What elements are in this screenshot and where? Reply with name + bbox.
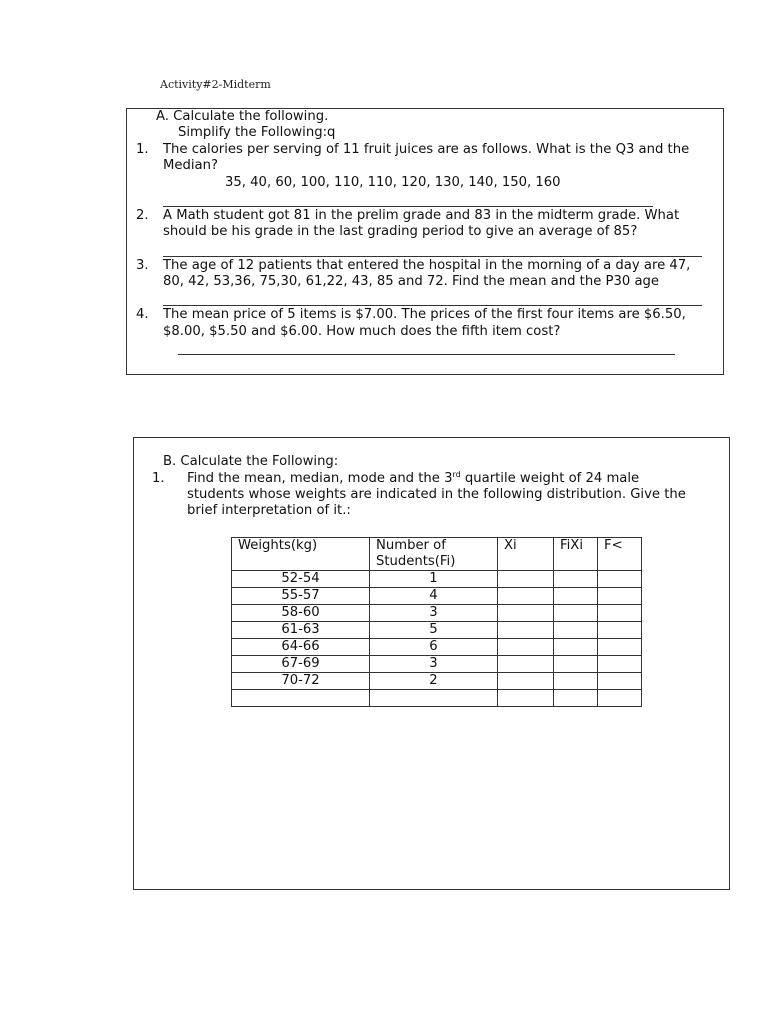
- question-3-number: 3.: [136, 258, 149, 273]
- table-cell: [498, 588, 554, 605]
- table-cell: 64-66: [232, 639, 370, 656]
- table-cell: [598, 656, 642, 673]
- question-2-text: A Math student got 81 in the prelim grade and 83 in the midterm grade. What: [163, 208, 680, 223]
- question-1-number: 1.: [136, 142, 149, 157]
- question-2-text-cont: should be his grade in the last grading period to give an average of 85?: [163, 224, 638, 239]
- table-cell: [498, 673, 554, 690]
- table-cell: 2: [370, 673, 498, 690]
- question-1-text: The calories per serving of 11 fruit juices are as follows. What is the Q3 and the: [163, 142, 690, 157]
- table-cell: 52-54: [232, 571, 370, 588]
- table-row: [232, 656, 642, 673]
- table-cell: [554, 656, 598, 673]
- question-3-text: The age of 12 patients that entered the hospital in the morning of a day are 47,: [163, 258, 691, 273]
- section-a-heading: A. Calculate the following.: [156, 109, 329, 124]
- section-a-subheading: Simplify the Following:q: [178, 125, 336, 140]
- section-b-question-text: Find the mean, median, mode and the 3rd quartile weight of 24 male: [187, 470, 640, 486]
- frequency-distribution-table: [231, 537, 642, 707]
- table-cell: [554, 588, 598, 605]
- answer-line-2: [163, 256, 702, 257]
- question-4-number: 4.: [136, 307, 149, 322]
- table-row: [232, 571, 642, 588]
- table-cell: [554, 622, 598, 639]
- table-cell: [598, 605, 642, 622]
- table-cell: [598, 690, 642, 707]
- table-blank-row: [232, 690, 642, 707]
- table-cell: [232, 690, 370, 707]
- table-cell: 1: [370, 571, 498, 588]
- header-cumulative-frequency: F<: [598, 538, 642, 571]
- header-weights: Weights(kg): [232, 538, 370, 571]
- table-cell: 61-63: [232, 622, 370, 639]
- section-b-box: [133, 437, 730, 890]
- table-cell: 70-72: [232, 673, 370, 690]
- table-cell: 67-69: [232, 656, 370, 673]
- table-row: [232, 673, 642, 690]
- question-2-number: 2.: [136, 208, 149, 223]
- table-cell: 3: [370, 656, 498, 673]
- section-a-box: [126, 108, 724, 375]
- table-cell: [554, 605, 598, 622]
- table-cell: [598, 639, 642, 656]
- table-cell: [554, 639, 598, 656]
- table-cell: 3: [370, 605, 498, 622]
- table-cell: 6: [370, 639, 498, 656]
- question-4-text: The mean price of 5 items is $7.00. The prices of the first four items are $6.50,: [163, 307, 686, 322]
- table-cell: [598, 622, 642, 639]
- table-cell: [498, 571, 554, 588]
- table-cell: [498, 639, 554, 656]
- table-cell: 4: [370, 588, 498, 605]
- section-b-question-text-cont2: brief interpretation of it.:: [187, 503, 351, 518]
- table-cell: [554, 690, 598, 707]
- table-cell: 55-57: [232, 588, 370, 605]
- table-cell: [554, 571, 598, 588]
- table-cell: [498, 656, 554, 673]
- table-cell: [498, 690, 554, 707]
- table-cell: 58-60: [232, 605, 370, 622]
- answer-line-1: [163, 206, 653, 207]
- table-row: [232, 622, 642, 639]
- table-cell: [598, 588, 642, 605]
- document-title: Activity#2-Midterm: [160, 78, 271, 91]
- table-cell: [598, 673, 642, 690]
- question-1-data: 35, 40, 60, 100, 110, 110, 120, 130, 140, 150, 160: [225, 175, 561, 190]
- table-cell: [370, 690, 498, 707]
- table-cell: 5: [370, 622, 498, 639]
- table-row: [232, 639, 642, 656]
- header-fixi: FiXi: [554, 538, 598, 571]
- table-row: [232, 588, 642, 605]
- header-xi: Xi: [498, 538, 554, 571]
- table-cell: [498, 622, 554, 639]
- table-cell: [554, 673, 598, 690]
- answer-line-3: [163, 305, 702, 306]
- question-4-text-cont: $8.00, $5.50 and $6.00. How much does the fifth item cost?: [163, 324, 561, 339]
- table-cell: [498, 605, 554, 622]
- table-cell: [598, 571, 642, 588]
- question-3-text-cont: 80, 42, 53,36, 75,30, 61,22, 43, 85 and 72. Find the mean and the P30 age: [163, 274, 660, 289]
- header-number-of-students: Number of Students(Fi): [370, 538, 498, 571]
- table-header-row: [232, 538, 642, 571]
- table-row: [232, 605, 642, 622]
- section-b-question-number: 1.: [152, 471, 165, 486]
- question-1-text-cont: Median?: [163, 158, 218, 173]
- answer-line-4: [178, 354, 675, 355]
- section-b-heading: B. Calculate the Following:: [163, 454, 339, 469]
- section-b-question-text-cont: students whose weights are indicated in the following distribution. Give the: [187, 487, 686, 502]
